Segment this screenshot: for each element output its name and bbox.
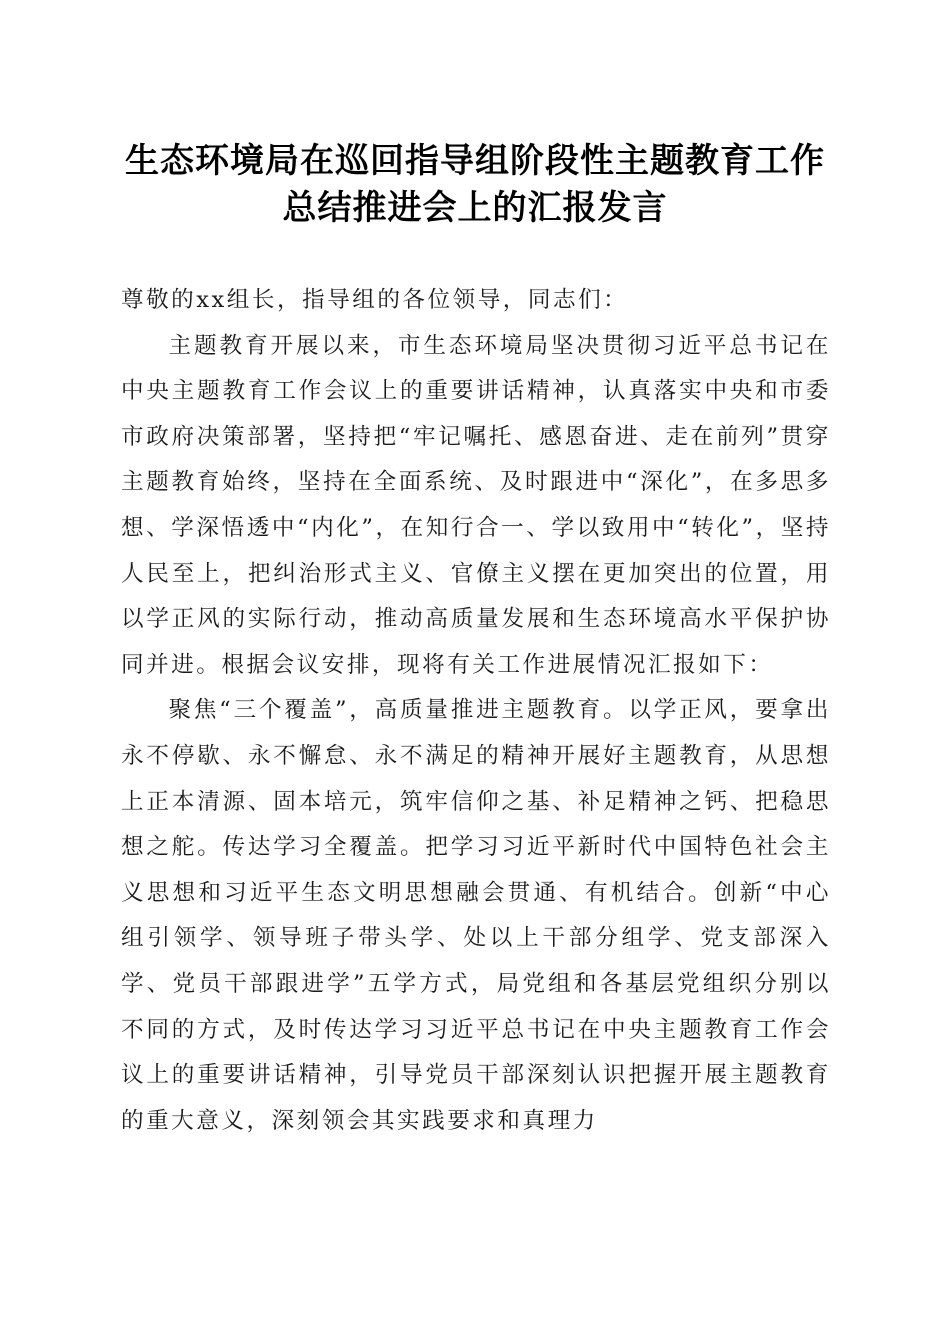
document-title-line-2: 总结推进会上的汇报发言: [282, 188, 668, 228]
paragraph-intro: 主题教育开展以来，市生态环境局坚决贯彻习近平总书记在中央主题教育工作会议上的重要讲话精神，认真落实中央和市委市政府决策部署，坚持把“牢记嘱托、感恩奋进、走在前列”贯穿主题教育始终，坚持在全面系统、及时跟进中“深化”，在多思多想、学深悟透中“内化”，在知行合一、学以致用中“转化”，坚持人民至上，把纠治形式主义、官僚主义摆在更加突出的位置，用以学正风的实际行动，推动高质量发展和生态环境高水平保护协同并进。根据会议安排，现将有关工作进展情况汇报如下：: [121, 332, 831, 678]
document-title-line-1: 生态环境局在巡回指导组阶段性主题教育工作: [125, 141, 825, 181]
document-body: [121, 278, 831, 1144]
paragraph-three-coverages: 聚焦“三个覆盖”，高质量推进主题教育。以学正风，要拿出永不停歇、永不懈怠、永不满足的精神开展好主题教育，从思想上正本清源、固本培元，筑牢信仰之基、补足精神之钙、把稳思想之舵。传达学习全覆盖。把学习习近平新时代中国特色社会主义思想和习近平生态文明思想融会贯通、有机结合。创新“中心组引领学、领导班子带头学、处以上干部分组学、党支部深入学、党员干部跟进学”五学方式，局党组和各基层党组织分别以不同的方式，及时传达学习习近平总书记在中央主题教育工作会议上的重要讲话精神，引导党员干部深刻认识把握开展主题教育的重大意义，深刻领会其实践要求和真理力: [121, 697, 831, 1134]
salutation: 尊敬的xx组长，指导组的各位领导，同志们：: [121, 287, 629, 313]
